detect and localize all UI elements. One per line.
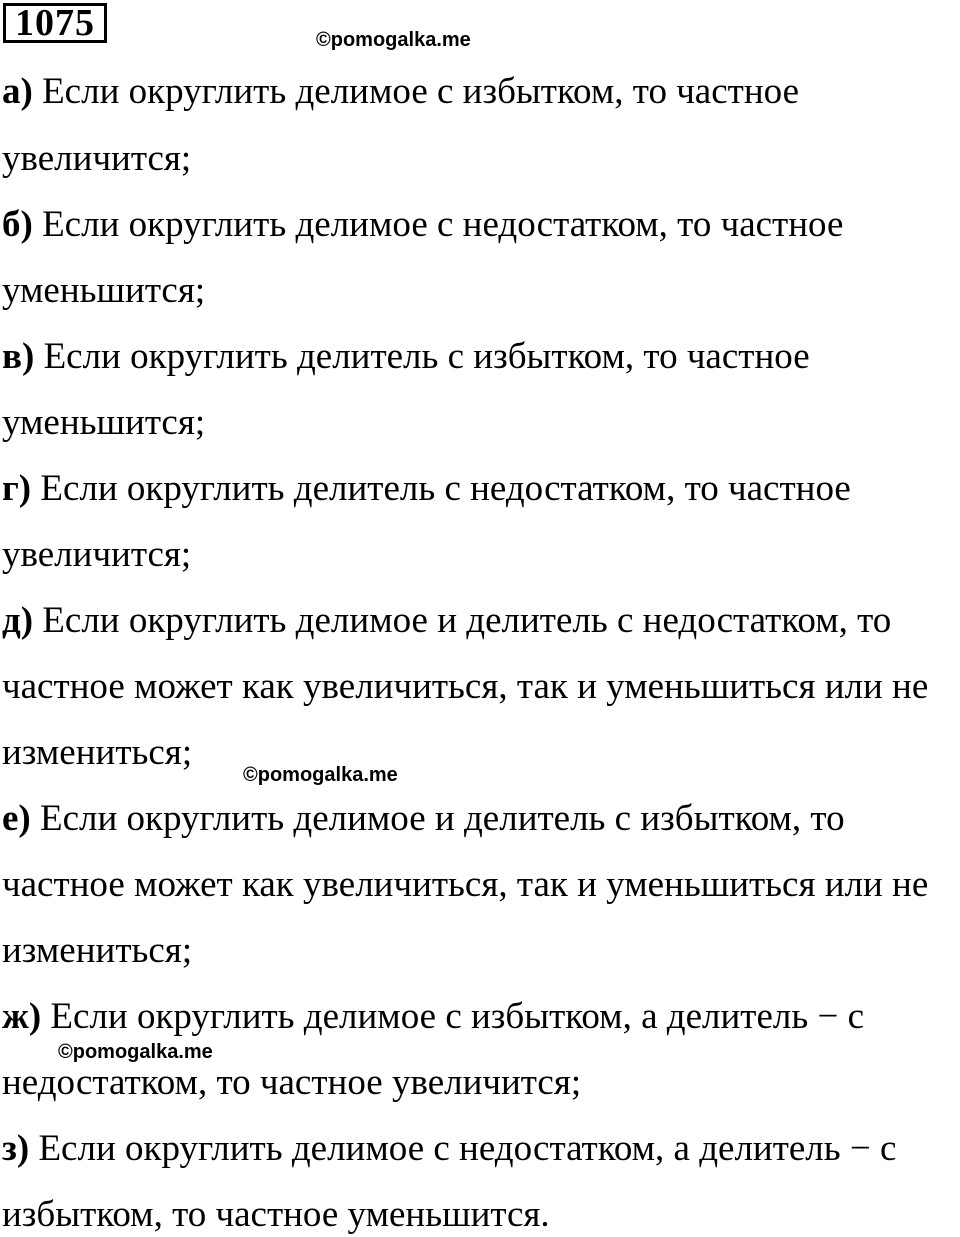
answer-b-text: Если округлить делимое с недостатком, то частное (42, 204, 844, 245)
answer-g-line-1 (2, 467, 851, 511)
answer-zh-line-1 (2, 995, 864, 1039)
answer-v-text: Если округлить делитель с избытком, то частное (43, 336, 810, 377)
task-number-box: 1075 (3, 3, 107, 43)
watermark: ©pomogalka.me (316, 29, 471, 51)
watermark: ©pomogalka.me (58, 1041, 213, 1063)
answer-e-text: Если округлить делимое и делитель с избытком, то (40, 798, 845, 839)
answer-d-line-2: частное может как увеличиться, так и уменьшиться или не (2, 666, 929, 707)
answer-v-line-1 (2, 335, 810, 379)
answer-e-line-3: измениться; (2, 930, 193, 971)
answer-d-line-1 (2, 599, 891, 643)
answer-z-line-2: избытком, то частное уменьшится. (2, 1194, 550, 1235)
answer-a-line-1 (2, 70, 799, 114)
answer-b-letter: б) (2, 204, 33, 245)
answer-z-line-1 (2, 1127, 896, 1171)
watermark: ©pomogalka.me (243, 764, 398, 786)
answer-v-letter: в) (2, 336, 35, 377)
answer-v-line-2: уменьшится; (2, 402, 206, 443)
answer-zh-letter: ж) (2, 996, 42, 1037)
answer-b-line-1 (2, 203, 843, 247)
answer-zh-text: Если округлить делимое с избытком, а делитель − с (50, 996, 864, 1037)
answer-d-letter: д) (2, 600, 34, 641)
answer-a-line-2: увеличится; (2, 138, 192, 179)
answer-a-letter: а) (2, 71, 33, 112)
answer-e-line-1 (2, 797, 845, 841)
answer-g-line-2: увеличится; (2, 534, 192, 575)
answer-e-letter: е) (2, 798, 31, 839)
answer-z-letter: з) (2, 1128, 30, 1169)
answer-g-letter: г) (2, 468, 32, 509)
answer-b-line-2: уменьшится; (2, 270, 206, 311)
answer-e-line-2: частное может как увеличиться, так и уменьшиться или не (2, 864, 929, 905)
answer-a-text: Если округлить делимое с избытком, то частное (42, 71, 799, 112)
answer-g-text: Если округлить делитель с недостатком, то частное (40, 468, 851, 509)
answer-zh-line-2: недостатком, то частное увеличится; (2, 1062, 582, 1103)
answer-d-text: Если округлить делимое и делитель с недостатком, то (42, 600, 892, 641)
answer-d-line-3: измениться; (2, 732, 193, 773)
answer-z-text: Если округлить делимое с недостатком, а делитель − с (38, 1128, 897, 1169)
